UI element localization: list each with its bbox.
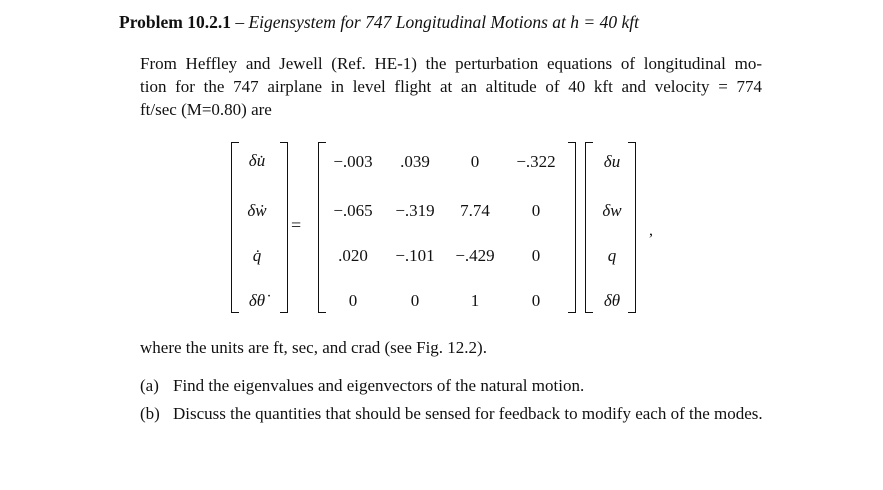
- equals-sign: =: [291, 215, 302, 235]
- lhs-bracket-right: [280, 142, 288, 313]
- title-dash: –: [235, 12, 245, 32]
- lhs-bracket-left: [231, 142, 239, 313]
- rhs-cell: δw: [602, 201, 622, 220]
- rhs-bracket-right: [628, 142, 636, 313]
- lhs-cell: δθ̇: [248, 291, 266, 310]
- matrix-cell: 0: [470, 152, 480, 171]
- matrix-cell: 0: [531, 246, 541, 265]
- lhs-cell: δu̇: [248, 151, 266, 170]
- matrix-cell: 0: [410, 291, 420, 310]
- matrix-cell: −.322: [516, 152, 556, 171]
- intro-line: tion for the 747 airplane in level flight at an altitude of 40 kft and velocity = 774: [140, 77, 762, 96]
- units-note: where the units are ft, sec, and crad (see Fig. 12.2).: [140, 338, 487, 357]
- matrix-cell: −.319: [395, 201, 435, 220]
- intro-line: ft/sec (M=0.80) are: [140, 100, 272, 119]
- rhs-cell: δθ: [603, 291, 621, 310]
- question-label: (b): [140, 404, 160, 423]
- lhs-cell: δẇ: [247, 201, 267, 220]
- problem-heading: Eigensystem for 747 Longitudinal Motions at h = 40 kft: [248, 12, 639, 32]
- matrix-cell: −.101: [395, 246, 435, 265]
- matrix-cell: −.429: [455, 246, 495, 265]
- question-text: Discuss the quantities that should be sensed for feedback to modify each of the modes.: [173, 404, 763, 423]
- matrix-cell: 0: [531, 291, 541, 310]
- matrix-bracket-right: [568, 142, 576, 313]
- matrix-cell: −.003: [333, 152, 373, 171]
- question-text: Find the eigenvalues and eigenvectors of the natural motion.: [173, 376, 585, 395]
- matrix-cell: 0: [531, 201, 541, 220]
- matrix-cell: .020: [338, 246, 368, 265]
- matrix-bracket-left: [318, 142, 326, 313]
- lhs-cell: q̇: [252, 246, 262, 265]
- rhs-cell: δu: [603, 152, 621, 171]
- rhs-bracket-left: [585, 142, 593, 313]
- matrix-cell: .039: [400, 152, 430, 171]
- question-label: (a): [140, 376, 159, 395]
- matrix-cell: 0: [348, 291, 358, 310]
- problem-number: Problem 10.2.1: [119, 12, 231, 32]
- intro-line: From Heffley and Jewell (Ref. HE-1) the perturbation equations of longitudinal mo-: [140, 54, 762, 73]
- matrix-cell: −.065: [333, 201, 373, 220]
- rhs-cell: q: [607, 246, 617, 265]
- matrix-cell: 1: [470, 291, 480, 310]
- equation-comma: ,: [649, 222, 653, 239]
- matrix-cell: 7.74: [460, 201, 490, 220]
